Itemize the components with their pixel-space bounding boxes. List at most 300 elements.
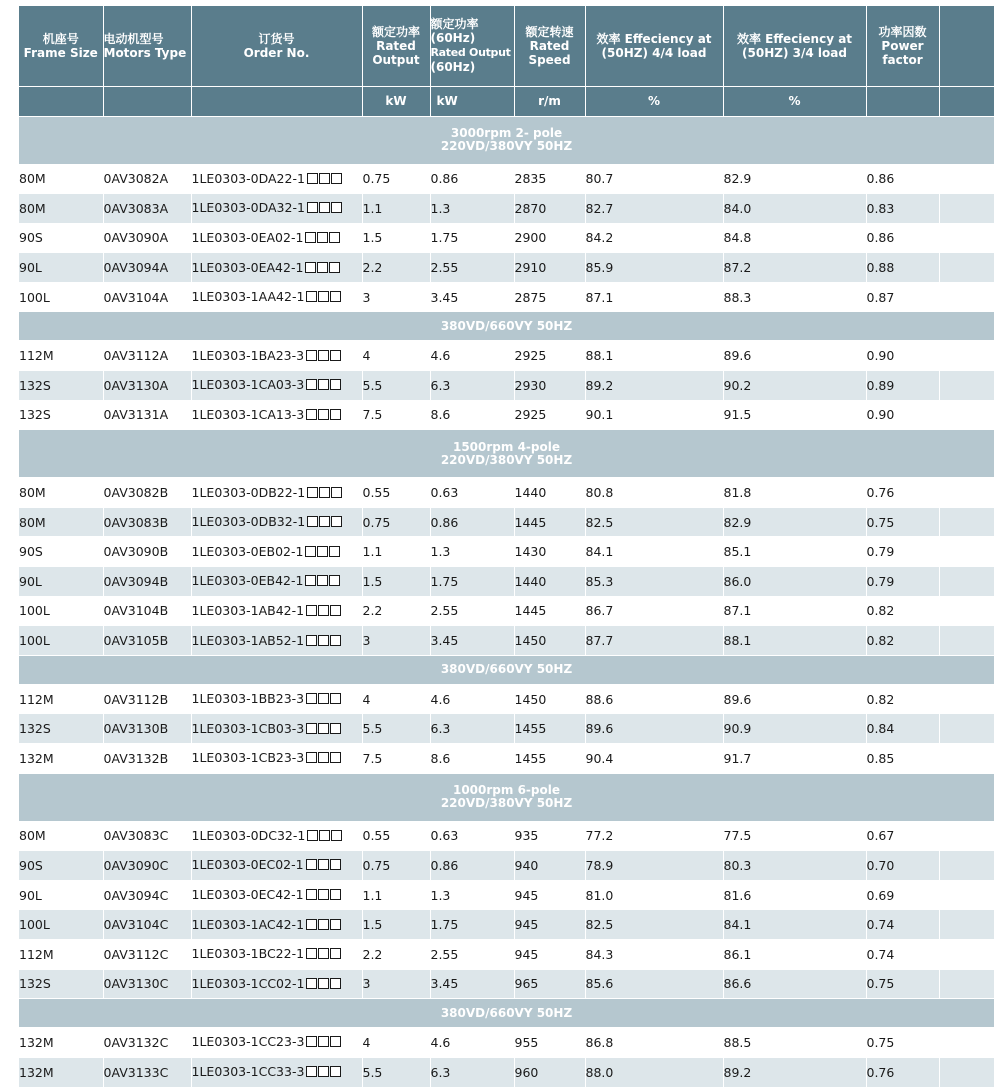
unit-cell bbox=[103, 86, 191, 116]
cell-frame-size: 90S bbox=[19, 851, 103, 881]
cell-blank bbox=[939, 194, 994, 224]
cell-motor-type: 0AV3090A bbox=[103, 223, 191, 253]
table-row bbox=[19, 821, 994, 851]
cell-rated-output: 1.1 bbox=[362, 194, 430, 224]
cell-motor-type: 0AV3130A bbox=[103, 371, 191, 401]
cell-rated-output-60hz: 0.63 bbox=[430, 821, 514, 851]
cell-motor-type: 0AV3082A bbox=[103, 164, 191, 194]
cell-efficiency-4-4: 88.6 bbox=[585, 684, 723, 714]
cell-efficiency-4-4: 87.1 bbox=[585, 282, 723, 312]
cell-rated-speed: 1440 bbox=[514, 567, 585, 597]
header-efficiency-4-4: 效率 Effeciency at (50HZ) 4/4 load bbox=[585, 6, 723, 86]
cell-motor-type: 0AV3083A bbox=[103, 194, 191, 224]
cell-efficiency-3-4: 84.1 bbox=[723, 910, 866, 940]
cell-order-no: 1LE0303-1AC42-1 bbox=[191, 910, 362, 940]
cell-efficiency-3-4: 81.8 bbox=[723, 478, 866, 508]
table-row bbox=[19, 537, 994, 567]
cell-rated-speed: 2910 bbox=[514, 253, 585, 283]
table-row bbox=[19, 626, 994, 656]
option-boxes-icon bbox=[306, 947, 342, 962]
cell-order-no: 1LE0303-1CA03-3 bbox=[191, 371, 362, 401]
cell-efficiency-4-4: 84.3 bbox=[585, 939, 723, 969]
cell-rated-speed: 2930 bbox=[514, 371, 585, 401]
cell-order-no: 1LE0303-1AB42-1 bbox=[191, 596, 362, 626]
header-frame-size: 机座号 Frame Size bbox=[19, 6, 103, 86]
option-boxes-icon bbox=[306, 290, 342, 305]
header-blank bbox=[939, 6, 994, 86]
cell-power-factor: 0.86 bbox=[866, 164, 939, 194]
option-boxes-icon bbox=[306, 722, 342, 737]
table-row bbox=[19, 714, 994, 744]
cell-power-factor: 0.82 bbox=[866, 596, 939, 626]
cell-rated-speed: 2925 bbox=[514, 400, 585, 430]
cell-rated-speed: 1450 bbox=[514, 684, 585, 714]
cell-frame-size: 80M bbox=[19, 478, 103, 508]
cell-order-no: 1LE0303-0EB42-1 bbox=[191, 567, 362, 597]
cell-blank bbox=[939, 684, 994, 714]
cell-efficiency-3-4: 86.6 bbox=[723, 969, 866, 999]
cell-rated-speed: 955 bbox=[514, 1028, 585, 1058]
cell-power-factor: 0.90 bbox=[866, 400, 939, 430]
cell-frame-size: 100L bbox=[19, 596, 103, 626]
cell-rated-speed: 2900 bbox=[514, 223, 585, 253]
cell-blank bbox=[939, 282, 994, 312]
cell-efficiency-3-4: 88.5 bbox=[723, 1028, 866, 1058]
cell-efficiency-4-4: 89.6 bbox=[585, 714, 723, 744]
cell-efficiency-4-4: 82.5 bbox=[585, 910, 723, 940]
cell-motor-type: 0AV3131A bbox=[103, 400, 191, 430]
cell-rated-output: 3 bbox=[362, 282, 430, 312]
cell-blank bbox=[939, 253, 994, 283]
cell-frame-size: 80M bbox=[19, 164, 103, 194]
cell-rated-output-60hz: 4.6 bbox=[430, 684, 514, 714]
cell-rated-speed: 935 bbox=[514, 821, 585, 851]
cell-rated-speed: 1445 bbox=[514, 596, 585, 626]
cell-blank bbox=[939, 567, 994, 597]
cell-motor-type: 0AV3083C bbox=[103, 821, 191, 851]
cell-rated-output-60hz: 4.6 bbox=[430, 341, 514, 371]
cell-order-no: 1LE0303-1CC23-3 bbox=[191, 1028, 362, 1058]
cell-order-no: 1LE0303-1CB23-3 bbox=[191, 744, 362, 774]
table-row bbox=[19, 282, 994, 312]
header-efficiency-3-4: 效率 Effeciency at (50HZ) 3/4 load bbox=[723, 6, 866, 86]
option-boxes-icon bbox=[307, 172, 343, 187]
cell-efficiency-3-4: 88.3 bbox=[723, 282, 866, 312]
section-title: 1000rpm 6-pole 220VD/380VY 50HZ bbox=[19, 773, 994, 821]
option-boxes-icon bbox=[306, 918, 342, 933]
cell-rated-speed: 965 bbox=[514, 969, 585, 999]
cell-rated-speed: 945 bbox=[514, 939, 585, 969]
cell-order-no: 1LE0303-0DA22-1 bbox=[191, 164, 362, 194]
cell-power-factor: 0.84 bbox=[866, 714, 939, 744]
cell-frame-size: 100L bbox=[19, 626, 103, 656]
table-row bbox=[19, 253, 994, 283]
section-header-row bbox=[19, 999, 994, 1028]
cell-motor-type: 0AV3094C bbox=[103, 880, 191, 910]
cell-frame-size: 132M bbox=[19, 744, 103, 774]
cell-order-no: 1LE0303-1CC33-3 bbox=[191, 1057, 362, 1087]
cell-frame-size: 112M bbox=[19, 341, 103, 371]
option-boxes-icon bbox=[306, 604, 342, 619]
unit-cell: kW bbox=[362, 86, 430, 116]
table-row bbox=[19, 567, 994, 597]
cell-motor-type: 0AV3130B bbox=[103, 714, 191, 744]
option-boxes-icon bbox=[306, 751, 342, 766]
cell-power-factor: 0.74 bbox=[866, 910, 939, 940]
cell-rated-output: 1.5 bbox=[362, 567, 430, 597]
table-row bbox=[19, 341, 994, 371]
cell-rated-output: 3 bbox=[362, 626, 430, 656]
table-row bbox=[19, 1028, 994, 1058]
cell-efficiency-3-4: 89.2 bbox=[723, 1057, 866, 1087]
cell-rated-output: 1.5 bbox=[362, 223, 430, 253]
table-row bbox=[19, 194, 994, 224]
cell-efficiency-3-4: 82.9 bbox=[723, 507, 866, 537]
cell-efficiency-4-4: 90.4 bbox=[585, 744, 723, 774]
cell-efficiency-3-4: 87.1 bbox=[723, 596, 866, 626]
cell-power-factor: 0.76 bbox=[866, 1057, 939, 1087]
cell-frame-size: 132M bbox=[19, 1028, 103, 1058]
table-row bbox=[19, 744, 994, 774]
cell-blank bbox=[939, 596, 994, 626]
cell-frame-size: 90L bbox=[19, 880, 103, 910]
cell-rated-speed: 2870 bbox=[514, 194, 585, 224]
cell-rated-output-60hz: 1.75 bbox=[430, 910, 514, 940]
cell-power-factor: 0.86 bbox=[866, 223, 939, 253]
cell-rated-output-60hz: 6.3 bbox=[430, 714, 514, 744]
cell-efficiency-3-4: 85.1 bbox=[723, 537, 866, 567]
cell-efficiency-3-4: 90.9 bbox=[723, 714, 866, 744]
cell-rated-speed: 1430 bbox=[514, 537, 585, 567]
section-header-row bbox=[19, 116, 994, 164]
unit-cell: % bbox=[723, 86, 866, 116]
cell-rated-output-60hz: 1.75 bbox=[430, 223, 514, 253]
cell-rated-output-60hz: 0.63 bbox=[430, 478, 514, 508]
cell-efficiency-3-4: 91.5 bbox=[723, 400, 866, 430]
cell-rated-output-60hz: 1.3 bbox=[430, 194, 514, 224]
cell-efficiency-3-4: 89.6 bbox=[723, 684, 866, 714]
cell-order-no: 1LE0303-1BC22-1 bbox=[191, 939, 362, 969]
cell-order-no: 1LE0303-0EB02-1 bbox=[191, 537, 362, 567]
cell-motor-type: 0AV3094B bbox=[103, 567, 191, 597]
cell-rated-output-60hz: 2.55 bbox=[430, 939, 514, 969]
cell-efficiency-3-4: 77.5 bbox=[723, 821, 866, 851]
cell-power-factor: 0.85 bbox=[866, 744, 939, 774]
cell-frame-size: 80M bbox=[19, 821, 103, 851]
cell-rated-output: 0.75 bbox=[362, 507, 430, 537]
cell-rated-output-60hz: 6.3 bbox=[430, 371, 514, 401]
cell-rated-output: 0.55 bbox=[362, 478, 430, 508]
cell-blank bbox=[939, 851, 994, 881]
cell-rated-output-60hz: 1.3 bbox=[430, 537, 514, 567]
option-boxes-icon bbox=[306, 1035, 342, 1050]
header-rated-speed: 额定转速 Rated Speed bbox=[514, 6, 585, 86]
cell-power-factor: 0.83 bbox=[866, 194, 939, 224]
cell-efficiency-4-4: 89.2 bbox=[585, 371, 723, 401]
cell-rated-output-60hz: 0.86 bbox=[430, 851, 514, 881]
cell-rated-output-60hz: 0.86 bbox=[430, 507, 514, 537]
cell-motor-type: 0AV3112C bbox=[103, 939, 191, 969]
cell-efficiency-4-4: 86.8 bbox=[585, 1028, 723, 1058]
unit-cell bbox=[866, 86, 939, 116]
cell-power-factor: 0.69 bbox=[866, 880, 939, 910]
cell-order-no: 1LE0303-1CC02-1 bbox=[191, 969, 362, 999]
unit-cell: % bbox=[585, 86, 723, 116]
option-boxes-icon bbox=[306, 408, 342, 423]
cell-motor-type: 0AV3090C bbox=[103, 851, 191, 881]
cell-order-no: 1LE0303-0DA32-1 bbox=[191, 194, 362, 224]
cell-rated-speed: 2925 bbox=[514, 341, 585, 371]
cell-order-no: 1LE0303-1AA42-1 bbox=[191, 282, 362, 312]
cell-rated-speed: 2835 bbox=[514, 164, 585, 194]
cell-efficiency-3-4: 86.0 bbox=[723, 567, 866, 597]
unit-cell bbox=[939, 86, 994, 116]
cell-efficiency-4-4: 88.0 bbox=[585, 1057, 723, 1087]
option-boxes-icon bbox=[306, 1065, 342, 1080]
cell-efficiency-4-4: 86.7 bbox=[585, 596, 723, 626]
cell-motor-type: 0AV3133C bbox=[103, 1057, 191, 1087]
cell-efficiency-4-4: 88.1 bbox=[585, 341, 723, 371]
cell-motor-type: 0AV3112A bbox=[103, 341, 191, 371]
cell-rated-output-60hz: 3.45 bbox=[430, 282, 514, 312]
cell-rated-output: 4 bbox=[362, 341, 430, 371]
cell-efficiency-3-4: 87.2 bbox=[723, 253, 866, 283]
cell-power-factor: 0.89 bbox=[866, 371, 939, 401]
header-row bbox=[19, 6, 994, 86]
cell-blank bbox=[939, 1057, 994, 1087]
cell-efficiency-4-4: 80.7 bbox=[585, 164, 723, 194]
cell-motor-type: 0AV3112B bbox=[103, 684, 191, 714]
header-order-no: 订货号 Order No. bbox=[191, 6, 362, 86]
cell-frame-size: 132M bbox=[19, 1057, 103, 1087]
cell-blank bbox=[939, 939, 994, 969]
option-boxes-icon bbox=[307, 515, 343, 530]
cell-rated-output-60hz: 3.45 bbox=[430, 969, 514, 999]
cell-blank bbox=[939, 537, 994, 567]
cell-frame-size: 100L bbox=[19, 910, 103, 940]
cell-efficiency-3-4: 82.9 bbox=[723, 164, 866, 194]
option-boxes-icon bbox=[306, 349, 342, 364]
cell-blank bbox=[939, 164, 994, 194]
cell-efficiency-3-4: 81.6 bbox=[723, 880, 866, 910]
option-boxes-icon bbox=[305, 574, 341, 589]
cell-blank bbox=[939, 478, 994, 508]
cell-rated-output: 0.75 bbox=[362, 851, 430, 881]
cell-power-factor: 0.70 bbox=[866, 851, 939, 881]
cell-rated-speed: 945 bbox=[514, 910, 585, 940]
cell-rated-output-60hz: 8.6 bbox=[430, 744, 514, 774]
cell-frame-size: 132S bbox=[19, 714, 103, 744]
section-header-row bbox=[19, 655, 994, 684]
cell-efficiency-4-4: 80.8 bbox=[585, 478, 723, 508]
cell-efficiency-3-4: 90.2 bbox=[723, 371, 866, 401]
table-row bbox=[19, 371, 994, 401]
cell-blank bbox=[939, 744, 994, 774]
cell-efficiency-4-4: 82.5 bbox=[585, 507, 723, 537]
cell-rated-output-60hz: 4.6 bbox=[430, 1028, 514, 1058]
header-motor-type: 电动机型号 Motors Type bbox=[103, 6, 191, 86]
section-title: 1500rpm 4-pole 220VD/380VY 50HZ bbox=[19, 430, 994, 478]
cell-rated-speed: 1450 bbox=[514, 626, 585, 656]
option-boxes-icon bbox=[306, 634, 342, 649]
cell-order-no: 1LE0303-0DB22-1 bbox=[191, 478, 362, 508]
cell-frame-size: 112M bbox=[19, 939, 103, 969]
option-boxes-icon bbox=[306, 692, 342, 707]
cell-motor-type: 0AV3132C bbox=[103, 1028, 191, 1058]
cell-frame-size: 132S bbox=[19, 400, 103, 430]
section-header-row bbox=[19, 430, 994, 478]
cell-rated-output: 4 bbox=[362, 1028, 430, 1058]
cell-motor-type: 0AV3083B bbox=[103, 507, 191, 537]
cell-order-no: 1LE0303-1BA23-3 bbox=[191, 341, 362, 371]
cell-order-no: 1LE0303-0EC02-1 bbox=[191, 851, 362, 881]
cell-efficiency-4-4: 85.6 bbox=[585, 969, 723, 999]
option-boxes-icon bbox=[305, 545, 341, 560]
cell-rated-speed: 1445 bbox=[514, 507, 585, 537]
table-row bbox=[19, 478, 994, 508]
cell-motor-type: 0AV3082B bbox=[103, 478, 191, 508]
cell-blank bbox=[939, 371, 994, 401]
cell-blank bbox=[939, 223, 994, 253]
cell-efficiency-3-4: 88.1 bbox=[723, 626, 866, 656]
cell-rated-output: 4 bbox=[362, 684, 430, 714]
cell-efficiency-4-4: 77.2 bbox=[585, 821, 723, 851]
cell-rated-speed: 940 bbox=[514, 851, 585, 881]
cell-power-factor: 0.79 bbox=[866, 567, 939, 597]
cell-power-factor: 0.88 bbox=[866, 253, 939, 283]
cell-efficiency-3-4: 84.8 bbox=[723, 223, 866, 253]
cell-efficiency-4-4: 85.9 bbox=[585, 253, 723, 283]
cell-motor-type: 0AV3104B bbox=[103, 596, 191, 626]
cell-rated-output: 5.5 bbox=[362, 371, 430, 401]
option-boxes-icon bbox=[306, 378, 342, 393]
unit-cell bbox=[19, 86, 103, 116]
cell-blank bbox=[939, 626, 994, 656]
cell-rated-output: 5.5 bbox=[362, 714, 430, 744]
cell-rated-output: 2.2 bbox=[362, 596, 430, 626]
header-rated-output: 额定功率 Rated Output bbox=[362, 6, 430, 86]
cell-frame-size: 80M bbox=[19, 507, 103, 537]
cell-rated-speed: 960 bbox=[514, 1057, 585, 1087]
cell-power-factor: 0.79 bbox=[866, 537, 939, 567]
cell-rated-output: 1.1 bbox=[362, 537, 430, 567]
cell-rated-output-60hz: 1.3 bbox=[430, 880, 514, 910]
cell-rated-output: 7.5 bbox=[362, 400, 430, 430]
unit-cell bbox=[191, 86, 362, 116]
cell-rated-speed: 1440 bbox=[514, 478, 585, 508]
cell-rated-output: 2.2 bbox=[362, 253, 430, 283]
cell-efficiency-4-4: 85.3 bbox=[585, 567, 723, 597]
cell-rated-output: 0.55 bbox=[362, 821, 430, 851]
cell-blank bbox=[939, 1028, 994, 1058]
cell-frame-size: 90L bbox=[19, 253, 103, 283]
table-row bbox=[19, 1057, 994, 1087]
cell-order-no: 1LE0303-0EC42-1 bbox=[191, 880, 362, 910]
unit-cell: kW bbox=[430, 86, 514, 116]
table-row bbox=[19, 223, 994, 253]
section-title: 3000rpm 2- pole 220VD/380VY 50HZ bbox=[19, 116, 994, 164]
cell-frame-size: 100L bbox=[19, 282, 103, 312]
table-row bbox=[19, 969, 994, 999]
cell-rated-output-60hz: 6.3 bbox=[430, 1057, 514, 1087]
cell-rated-output-60hz: 1.75 bbox=[430, 567, 514, 597]
cell-motor-type: 0AV3090B bbox=[103, 537, 191, 567]
cell-rated-output: 5.5 bbox=[362, 1057, 430, 1087]
section-title: 380VD/660VY 50HZ bbox=[19, 655, 994, 684]
section-header-row bbox=[19, 312, 994, 341]
cell-rated-output: 1.1 bbox=[362, 880, 430, 910]
table-row bbox=[19, 596, 994, 626]
cell-power-factor: 0.82 bbox=[866, 684, 939, 714]
cell-rated-output-60hz: 2.55 bbox=[430, 596, 514, 626]
header-rated-output-60hz: 额定功率 (60Hz) Rated Output (60Hz) bbox=[430, 6, 514, 86]
unit-row bbox=[19, 86, 994, 116]
header-power-factor: 功率因数 Power factor bbox=[866, 6, 939, 86]
cell-blank bbox=[939, 821, 994, 851]
cell-rated-output: 0.75 bbox=[362, 164, 430, 194]
cell-power-factor: 0.67 bbox=[866, 821, 939, 851]
cell-order-no: 1LE0303-0DB32-1 bbox=[191, 507, 362, 537]
cell-frame-size: 90L bbox=[19, 567, 103, 597]
motor-spec-table bbox=[19, 6, 994, 1087]
cell-motor-type: 0AV3104C bbox=[103, 910, 191, 940]
cell-rated-output-60hz: 8.6 bbox=[430, 400, 514, 430]
cell-blank bbox=[939, 507, 994, 537]
cell-power-factor: 0.87 bbox=[866, 282, 939, 312]
option-boxes-icon bbox=[307, 201, 343, 216]
option-boxes-icon bbox=[306, 858, 342, 873]
option-boxes-icon bbox=[305, 261, 341, 276]
cell-rated-speed: 945 bbox=[514, 880, 585, 910]
cell-power-factor: 0.74 bbox=[866, 939, 939, 969]
cell-blank bbox=[939, 969, 994, 999]
cell-frame-size: 90S bbox=[19, 537, 103, 567]
cell-power-factor: 0.75 bbox=[866, 1028, 939, 1058]
cell-efficiency-4-4: 84.1 bbox=[585, 537, 723, 567]
cell-efficiency-3-4: 89.6 bbox=[723, 341, 866, 371]
cell-blank bbox=[939, 880, 994, 910]
cell-power-factor: 0.76 bbox=[866, 478, 939, 508]
cell-rated-speed: 2875 bbox=[514, 282, 585, 312]
cell-blank bbox=[939, 400, 994, 430]
cell-motor-type: 0AV3094A bbox=[103, 253, 191, 283]
cell-power-factor: 0.75 bbox=[866, 969, 939, 999]
cell-efficiency-4-4: 78.9 bbox=[585, 851, 723, 881]
option-boxes-icon bbox=[306, 977, 342, 992]
section-title: 380VD/660VY 50HZ bbox=[19, 312, 994, 341]
cell-motor-type: 0AV3132B bbox=[103, 744, 191, 774]
cell-order-no: 1LE0303-1BB23-3 bbox=[191, 684, 362, 714]
cell-blank bbox=[939, 910, 994, 940]
cell-blank bbox=[939, 714, 994, 744]
cell-rated-output-60hz: 2.55 bbox=[430, 253, 514, 283]
cell-efficiency-3-4: 80.3 bbox=[723, 851, 866, 881]
table-row bbox=[19, 939, 994, 969]
cell-efficiency-3-4: 86.1 bbox=[723, 939, 866, 969]
table-row bbox=[19, 910, 994, 940]
cell-power-factor: 0.90 bbox=[866, 341, 939, 371]
section-header-row bbox=[19, 773, 994, 821]
cell-order-no: 1LE0303-0EA42-1 bbox=[191, 253, 362, 283]
cell-efficiency-4-4: 90.1 bbox=[585, 400, 723, 430]
cell-order-no: 1LE0303-0EA02-1 bbox=[191, 223, 362, 253]
cell-motor-type: 0AV3105B bbox=[103, 626, 191, 656]
table-row bbox=[19, 164, 994, 194]
cell-frame-size: 90S bbox=[19, 223, 103, 253]
cell-frame-size: 132S bbox=[19, 969, 103, 999]
table-body bbox=[19, 116, 994, 1087]
cell-rated-output: 2.2 bbox=[362, 939, 430, 969]
